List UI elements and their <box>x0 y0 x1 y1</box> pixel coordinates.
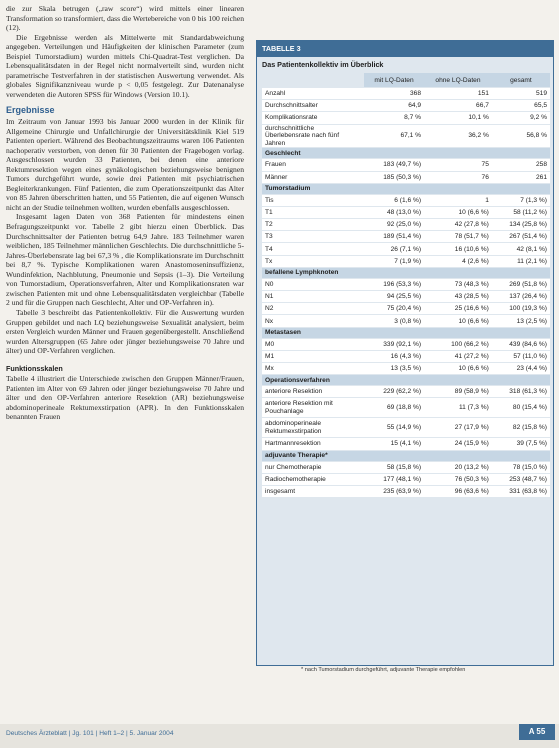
table-cell: 64,9 <box>364 100 424 111</box>
table-cell: 89 (58,9 %) <box>424 386 492 397</box>
table-body <box>262 88 550 497</box>
row-label: M1 <box>262 351 364 362</box>
table-cell: 24 (15,9 %) <box>424 438 492 449</box>
table-cell: 331 (63,8 %) <box>492 486 550 497</box>
row-label: anteriore Resektion mit Pouchanlage <box>262 398 364 417</box>
table-footnote: * nach Tumorstadium durchgeführt, adjuvante Therapie empfohlen <box>301 667 466 673</box>
patient-table <box>262 72 550 498</box>
table-cell: 16 (4,3 %) <box>364 351 424 362</box>
paragraph: Tabelle 3 beschreibt das Patientenkollektiv. Für die Auswertung wurden Gruppen gebildet und nach LQ beziehungsweise Sexualität analysiert, beim ersten Vergleich wurden Männer und Frauen gegenübergestellt. Anschließend wurden Altersgruppen (65 Jahre oder jünger beziehungsweise 70 Jahre und älter) und OP-Verfahren verglichen. <box>6 307 244 356</box>
row-label: T1 <box>262 207 364 218</box>
row-label: Durchschnittsalter <box>262 100 364 111</box>
table-cell: 318 (61,3 %) <box>492 386 550 397</box>
section-label: Operationsverfahren <box>262 375 550 385</box>
table-row <box>262 438 550 449</box>
table-cell: 92 (25,0 %) <box>364 219 424 230</box>
table-cell: 78 (15,0 %) <box>492 462 550 473</box>
table-cell: 253 (48,7 %) <box>492 474 550 485</box>
table-cell: 519 <box>492 88 550 99</box>
table-cell: 42 (8,1 %) <box>492 243 550 254</box>
table-cell: 75 (20,4 %) <box>364 303 424 314</box>
table-cell: 13 (3,5 %) <box>364 363 424 374</box>
row-label: Radiochemotherapie <box>262 474 364 485</box>
table-row <box>262 386 550 397</box>
table-cell: 20 (13,2 %) <box>424 462 492 473</box>
table-section-row <box>262 184 550 194</box>
table-cell: 27 (17,9 %) <box>424 418 492 437</box>
row-label: N2 <box>262 303 364 314</box>
table-cell: 8,7 % <box>364 112 424 123</box>
table-cell: 189 (51,4 %) <box>364 231 424 242</box>
table-cell: 1 <box>424 195 492 206</box>
table-row <box>262 231 550 242</box>
row-label: nur Chemotherapie <box>262 462 364 473</box>
table-cell: 100 (19,3 %) <box>492 303 550 314</box>
table-cell: 78 (51,7 %) <box>424 231 492 242</box>
column-header <box>262 73 364 87</box>
table-section-row <box>262 328 550 338</box>
row-label: Komplikationsrate <box>262 112 364 123</box>
table-cell: 36,2 % <box>424 125 492 148</box>
table-cell: 82 (15,8 %) <box>492 418 550 437</box>
table-cell: 9,2 % <box>492 112 550 123</box>
table-cell: 183 (49,7 %) <box>364 159 424 170</box>
row-label: Tx <box>262 256 364 267</box>
section-label: Tumorstadium <box>262 184 550 194</box>
table-row <box>262 418 550 437</box>
table-row <box>262 219 550 230</box>
table-header-row <box>262 73 550 87</box>
table-cell: 4 (2,6 %) <box>424 256 492 267</box>
row-label: Hartmannresektion <box>262 438 364 449</box>
table-cell: 76 <box>424 172 492 183</box>
table-cell: 48 (13,0 %) <box>364 207 424 218</box>
table-cell: 7 (1,9 %) <box>364 256 424 267</box>
table-row <box>262 207 550 218</box>
table-cell: 75 <box>424 159 492 170</box>
table-cell: 73 (48,3 %) <box>424 279 492 290</box>
section-heading-results: Ergebnisse <box>6 105 55 116</box>
table-cell: 56,8 % <box>492 125 550 148</box>
table-cell: 58 (15,8 %) <box>364 462 424 473</box>
row-label: M0 <box>262 339 364 350</box>
table-cell: 7 (1,3 %) <box>492 195 550 206</box>
table-row <box>262 474 550 485</box>
row-label: Nx <box>262 315 364 326</box>
row-label: T4 <box>262 243 364 254</box>
row-label: Mx <box>262 363 364 374</box>
section-label: Metastasen <box>262 328 550 338</box>
table-cell: 16 (10,6 %) <box>424 243 492 254</box>
paragraph: Insgesamt lagen Daten von 368 Patienten für mindestens einen Befragungszeitpunkt vor. Tabelle 2 gibt hierzu einen Überblick. Das Durchschnittsalter der Patienten betrug 64,9 Jahre. 183 Teilnehmer waren weiblichen, 185 Teilnehmer männlichen Geschlechts. Die durchschnittliche 5-Jahres-Überlebensrate lag bei 67,3 % , die Komplikationsrate im Durchschnitt bei 8,7 %. Typische Komplikationen waren Anastomoseninsuffizienz, Wundinfektion, Nachblutung, Pneumonie und Sepsis (1–3). Die Verteilung von Tumorstadium, Operationsverfahren, Alter und Komplikationsraten war zwischen Patienten mit und ohne Lebensqualitätsdaten vergleichbar (Tabelle 2 und für die Gruppen nach Geschlecht, Alter und OP-Verfahren in). <box>6 212 244 308</box>
table-label: TABELLE 3 <box>257 41 553 57</box>
row-label: Frauen <box>262 159 364 170</box>
table-cell: 6 (1,6 %) <box>364 195 424 206</box>
table-cell: 10,1 % <box>424 112 492 123</box>
table-row <box>262 486 550 497</box>
table-section-row <box>262 451 550 461</box>
table-row <box>262 112 550 123</box>
table-cell: 39 (7,5 %) <box>492 438 550 449</box>
table-cell: 185 (50,3 %) <box>364 172 424 183</box>
table-cell: 43 (28,5 %) <box>424 291 492 302</box>
table-cell: 26 (7,1 %) <box>364 243 424 254</box>
table-cell: 23 (4,4 %) <box>492 363 550 374</box>
table-cell: 41 (27,2 %) <box>424 351 492 362</box>
section-subheading: Funktionsskalen <box>6 363 63 373</box>
paragraph: Die Ergebnisse werden als Mittelwerte mit Standardabweichung angegeben. Verteilungen und Häufigkeiten der klinischen Parameter (zum Beispiel Tumorstadium) wurden mittels Chi-Quadrat-Test verglichen. Da Lebensqualitätsdaten in der Regel nicht normalverteilt sind, wurden nicht parametrische Testverfahren in der statistischen Auswertung verwendet. Als globales Signifikanzniveau wurde p < 0,05 festgelegt. Zur Datenanalyse verwendeten die Autoren SPSS für Windows (Version 10.1). <box>6 32 244 99</box>
table-cell: 10 (6,6 %) <box>424 315 492 326</box>
table-row <box>262 100 550 111</box>
table-row <box>262 315 550 326</box>
table-cell: 3 (0,8 %) <box>364 315 424 326</box>
table-cell: 235 (63,9 %) <box>364 486 424 497</box>
row-label: N0 <box>262 279 364 290</box>
table-row <box>262 243 550 254</box>
row-label: T3 <box>262 231 364 242</box>
table-row <box>262 303 550 314</box>
column-header: mit LQ-Daten <box>364 73 424 87</box>
table-section-row <box>262 268 550 278</box>
table-row <box>262 256 550 267</box>
table-cell: 66,7 <box>424 100 492 111</box>
table-cell: 100 (66,2 %) <box>424 339 492 350</box>
page-number: A 55 <box>519 724 555 740</box>
table-cell: 25 (16,6 %) <box>424 303 492 314</box>
table-cell: 177 (48,1 %) <box>364 474 424 485</box>
table-cell: 10 (6,6 %) <box>424 207 492 218</box>
table-cell: 196 (53,3 %) <box>364 279 424 290</box>
paragraph: Tabelle 4 illustriert die Unterschiede zwischen den Gruppen Männer/Frauen, Patienten im Alter von 69 Jahren oder jünger beziehungsweise 70 Jahre und älter und den OP-Verfahren anteriore Resektion (AR) beziehungsweise abdominoperineale Rektumexstirpation (APR). In den Funktionsskalen benannten Frauen <box>6 374 244 422</box>
table-row <box>262 339 550 350</box>
paragraph: die zur Skala betrugen („raw score“) wird mittels einer linearen Transformation so transformiert, dass die Wertebereiche von 0 bis 100 reichen (12). <box>6 4 244 33</box>
table-cell: 13 (2,5 %) <box>492 315 550 326</box>
table-cell: 11 (2,1 %) <box>492 256 550 267</box>
table-row <box>262 172 550 183</box>
table-cell: 261 <box>492 172 550 183</box>
table-row <box>262 159 550 170</box>
table-cell: 269 (51,8 %) <box>492 279 550 290</box>
table-cell: 94 (25,5 %) <box>364 291 424 302</box>
table-cell: 67,1 % <box>364 125 424 148</box>
table-cell: 137 (26,4 %) <box>492 291 550 302</box>
section-label: adjuvante Therapie* <box>262 451 550 461</box>
table-title: Das Patientenkollektiv im Überblick <box>262 60 384 69</box>
table-cell: 267 (51,4 %) <box>492 231 550 242</box>
row-label: Männer <box>262 172 364 183</box>
journal-citation: Deutsches Ärzteblatt | Jg. 101 | Heft 1–2 | 5. Januar 2004 <box>6 730 174 737</box>
row-label: Anzahl <box>262 88 364 99</box>
table-row <box>262 363 550 374</box>
table-cell: 11 (7,3 %) <box>424 398 492 417</box>
row-label: abdominoperineale Rektumexstirpation <box>262 418 364 437</box>
table-row <box>262 125 550 148</box>
table-row <box>262 279 550 290</box>
table-3-box <box>256 40 554 666</box>
table-section-row <box>262 375 550 385</box>
column-header: ohne LQ-Daten <box>424 73 492 87</box>
table-cell: 96 (63,6 %) <box>424 486 492 497</box>
section-label: Geschlecht <box>262 148 550 158</box>
row-label: N1 <box>262 291 364 302</box>
table-row <box>262 195 550 206</box>
table-row <box>262 88 550 99</box>
table-cell: 57 (11,0 %) <box>492 351 550 362</box>
table-section-row <box>262 148 550 158</box>
table-cell: 134 (25,8 %) <box>492 219 550 230</box>
table-row <box>262 462 550 473</box>
table-cell: 58 (11,2 %) <box>492 207 550 218</box>
table-cell: 80 (15,4 %) <box>492 398 550 417</box>
table-row <box>262 291 550 302</box>
column-header: gesamt <box>492 73 550 87</box>
row-label: anteriore Resektion <box>262 386 364 397</box>
table-cell: 439 (84,6 %) <box>492 339 550 350</box>
table-cell: 42 (27,8 %) <box>424 219 492 230</box>
paragraph: Im Zeitraum von Januar 1993 bis Januar 2000 wurden in der Klinik für Allgemeine Chirurgie und Unfallchirurgie der Universitätsklinik Kiel 519 Patienten operiert. Während des Beobachtungszeitraums waren 106 Patienten nachoperativ verstorben, von denen für 30 Patienten der Fragebogen vorlag. Ausgeschlossen wurden 33 Patienten, bei denen eine anteriore Rektumresektion wegen eines gynäkologischen beziehungsweise benignen Tumors durchgeführt wurde, sowie drei Patienten mit psychiatrischen Begleiterkrankungen. Fünf Patienten, die zum Operationszeitpunkt das Alter von 85 Jahren überschritten hatten, und 55 Patienten, die auf eigenen Wunsch nicht an der Studie teilnehmen wollten, wurden ebenfalls ausgeschlossen. <box>6 117 244 212</box>
table-cell: 69 (18,8 %) <box>364 398 424 417</box>
table-cell: 368 <box>364 88 424 99</box>
table-cell: 151 <box>424 88 492 99</box>
table-cell: 258 <box>492 159 550 170</box>
table-cell: 65,5 <box>492 100 550 111</box>
table-cell: 229 (62,2 %) <box>364 386 424 397</box>
section-label: befallene Lymphknoten <box>262 268 550 278</box>
table-cell: 15 (4,1 %) <box>364 438 424 449</box>
left-text-column <box>6 4 244 422</box>
table-cell: 339 (92,1 %) <box>364 339 424 350</box>
row-label: insgesamt <box>262 486 364 497</box>
row-label: Tis <box>262 195 364 206</box>
table-cell: 55 (14,9 %) <box>364 418 424 437</box>
table-row <box>262 398 550 417</box>
table-cell: 10 (6,6 %) <box>424 363 492 374</box>
row-label: durchschnittliche Überlebensrate nach fünf Jahren <box>262 125 364 148</box>
table-row <box>262 351 550 362</box>
table-cell: 76 (50,3 %) <box>424 474 492 485</box>
row-label: T2 <box>262 219 364 230</box>
